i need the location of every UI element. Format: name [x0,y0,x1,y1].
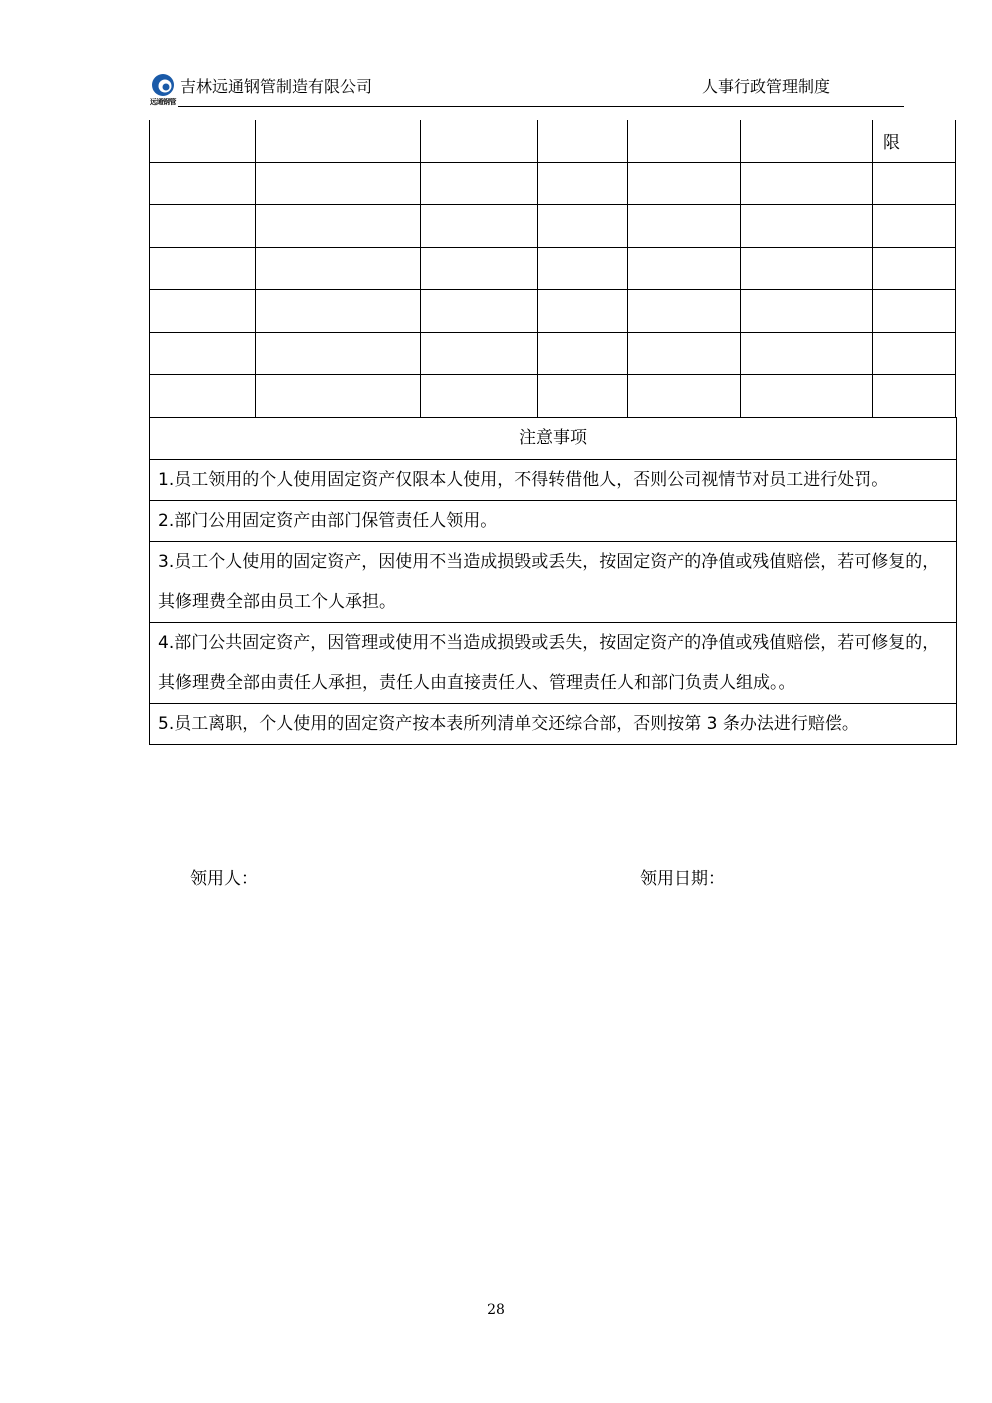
document-title: 人事行政管理制度 [702,77,831,96]
table-cell [150,205,256,248]
table-row [150,247,956,290]
table-cell [421,162,538,205]
table-cell [538,332,628,375]
note-item: 1.员工领用的个人使用固定资产仅限本人使用，不得转借他人，否则公司视情节对员工进行处罚。 [150,459,956,500]
table-row [150,120,956,162]
table-cell [741,332,873,375]
note-item: 2.部门公用固定资产由部门保管责任人领用。 [150,500,956,541]
table-row [150,375,956,418]
table-cell [538,290,628,333]
table-cell [421,290,538,333]
table-cell [256,375,421,418]
notes-heading: 注意事项 [150,417,956,459]
table-cell [256,120,421,162]
table-cell [538,247,628,290]
table-cell-limit: 限 [873,120,956,162]
table-cell [873,162,956,205]
company-name: 吉林远通钢管制造有限公司 [180,77,373,96]
table-cell [741,162,873,205]
table-cell [628,332,741,375]
table-row [150,205,956,248]
table-cell [421,205,538,248]
table-cell [873,290,956,333]
table-cell [538,375,628,418]
recipient-label: 领用人： [190,869,258,889]
table-cell [741,205,873,248]
table-cell [150,375,256,418]
table-cell [256,332,421,375]
logo-tagline: 远通钢管 [150,98,176,106]
note-item: 5.员工离职，个人使用的固定资产按本表所列清单交还综合部，否则按第 3 条办法进行赔偿。 [150,703,956,744]
table-cell [873,205,956,248]
note-item: 4.部门公共固定资产，因管理或使用不当造成损毁或丢失，按固定资产的净值或残值赔偿，若可修复的，其修理费全部由责任人承担，责任人由直接责任人、管理责任人和部门负责人组成。。 [150,622,956,703]
table-cell [538,120,628,162]
table-cell [538,162,628,205]
table-row [150,290,956,333]
header-divider [178,106,904,107]
notes-section [149,417,957,745]
table-cell [421,332,538,375]
table-cell [741,247,873,290]
table-cell [256,247,421,290]
table-cell [150,120,256,162]
table-cell [628,162,741,205]
note-item: 3.员工个人使用的固定资产，因使用不当造成损毁或丢失，按固定资产的净值或残值赔偿，若可修复的，其修理费全部由员工个人承担。 [150,541,956,622]
page-number: 28 [487,1302,505,1318]
table-cell [741,290,873,333]
table-cell [873,247,956,290]
table-cell [628,205,741,248]
page-header [150,68,904,110]
table-cell [628,120,741,162]
table-cell [150,290,256,333]
date-label: 领用日期： [640,869,725,889]
table-cell [421,120,538,162]
asset-table [149,120,956,418]
table-cell [256,162,421,205]
table-cell [628,375,741,418]
table-cell [421,247,538,290]
table-cell [741,120,873,162]
table-cell [873,332,956,375]
table-cell [150,247,256,290]
table-cell [421,375,538,418]
table-cell [150,162,256,205]
table-cell [628,290,741,333]
table-cell [150,332,256,375]
table-row [150,332,956,375]
table-cell [256,205,421,248]
table-cell [628,247,741,290]
table-cell [873,375,956,418]
table-cell [256,290,421,333]
table-cell [538,205,628,248]
table-cell [741,375,873,418]
table-row [150,162,956,205]
